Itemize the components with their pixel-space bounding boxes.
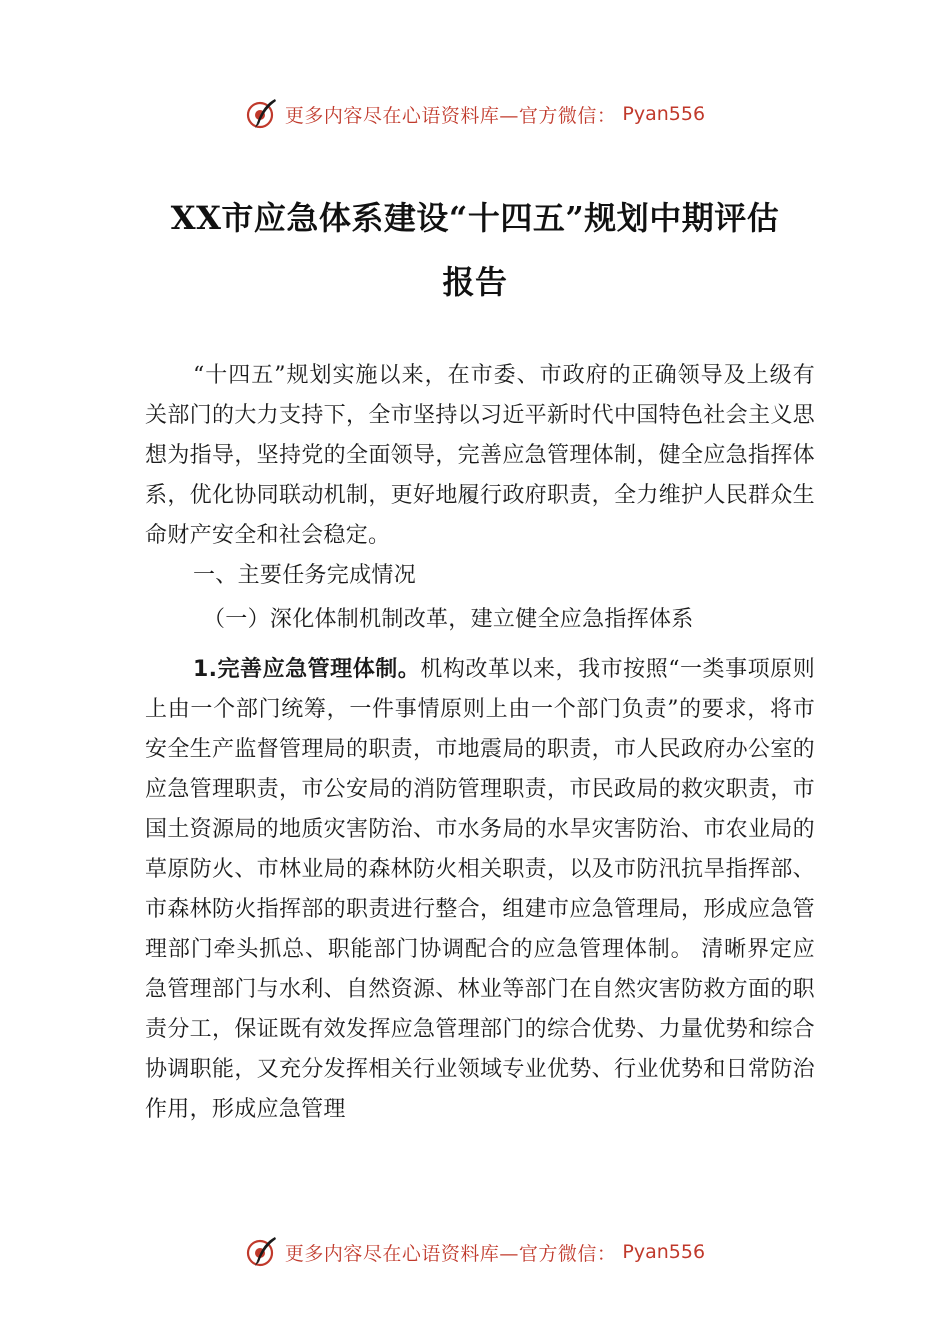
document-title	[140, 186, 810, 314]
item-body: 机构改革以来，我市按照“一类事项原则上由一个部门统筹，一件事情原则上由一个部门负责”的要求，将市安全生产监督管理局的职责，市地震局的职责，市人民政府办公室的应急管理职责，市公安局的消防管理职责，市民政局的救灾职责，市国土资源局的地质灾害防治、市水务局的水旱灾害防治、市农业局的草原防火、市林业局的森林防火相关职责，以及市防汛抗旱指挥部、市森林防火指挥部的职责进行整合，组建市应急管理局，形成应急管理部门牵头抓总、职能部门协调配合的应急管理体制。 清晰界定应急管理部门与水利、自然资源、林业等部门在自然灾害防救方面的职责分工，保证既有效发挥应急管理部门的综合优势、力量优势和综合协调职能，又充分发挥相关行业领域专业优势、行业优势和日常防治作用，形成应急管理	[145, 657, 815, 1122]
subsection-heading: （一）深化体制机制改革，建立健全应急指挥体系	[203, 607, 694, 632]
watermark-id: Pyan556	[622, 1241, 706, 1263]
quill-logo-icon	[245, 1235, 279, 1269]
watermark-text: 更多内容尽在心语资料库—官方微信：	[284, 1242, 617, 1265]
section-heading: 一、主要任务完成情况	[193, 563, 417, 588]
item-lead: 1.完善应急管理体制。	[193, 657, 421, 682]
watermark-text: 更多内容尽在心语资料库—官方微信：	[284, 104, 617, 127]
quill-logo-icon	[245, 97, 279, 131]
title-line-1: XX市应急体系建设“十四五”规划中期评估	[170, 199, 780, 237]
watermark-header	[0, 94, 950, 134]
title-line-2: 报告	[442, 263, 508, 301]
watermark-id: Pyan556	[622, 103, 706, 125]
document-body	[145, 356, 815, 1130]
item-paragraph	[145, 650, 815, 1130]
intro-paragraph: “十四五”规划实施以来，在市委、市政府的正确领导及上级有关部门的大力支持下，全市坚持以习近平新时代中国特色社会主义思想为指导，坚持党的全面领导，完善应急管理体制，健全应急指挥体系，优化协同联动机制，更好地履行政府职责，全力维护人民群众生命财产安全和社会稳定。	[145, 363, 815, 548]
watermark-footer	[0, 1232, 950, 1272]
